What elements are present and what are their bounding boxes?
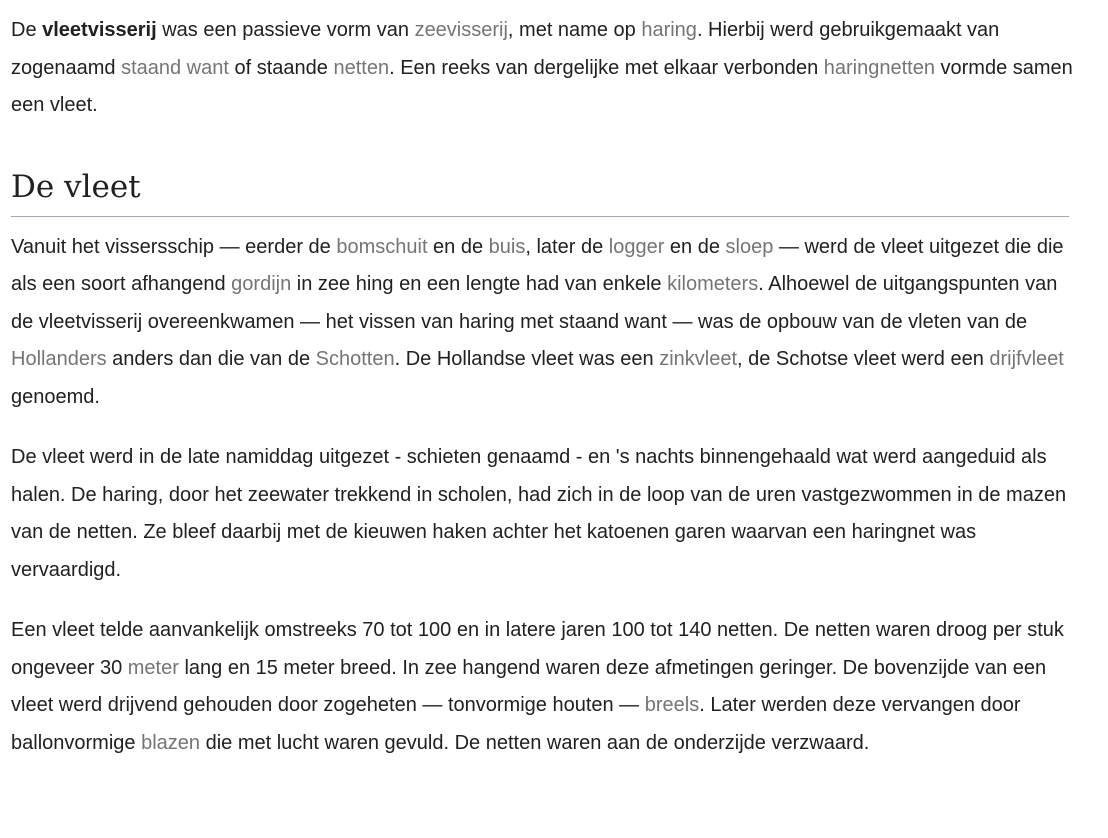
text-run: en de — [427, 235, 489, 258]
text-run: anders dan die van de — [106, 348, 316, 370]
link-staand-want[interactable]: staand want — [121, 56, 229, 79]
link-sloep[interactable]: sloep — [725, 235, 774, 258]
link-zeevisserij[interactable]: zeevisserij — [414, 19, 508, 41]
section-paragraph-1 — [11, 229, 1081, 417]
text-run: . Later werden deze vervangen door ballonvormige — [11, 694, 1021, 754]
section-paragraph-3 — [11, 612, 1081, 762]
text-run: en de — [664, 235, 726, 258]
text-run: vormde samen een vleet. — [11, 56, 1073, 116]
link-haring[interactable]: haring — [641, 19, 697, 41]
article-title-bold: vleetvisserij — [42, 19, 157, 41]
text-run: , met name op — [507, 19, 642, 41]
link-zinkvleet[interactable]: zinkvleet — [659, 348, 738, 370]
link-haringnetten[interactable]: haringnetten — [823, 56, 935, 79]
text-run: die met lucht waren gevuld. De netten waren aan de onderzijde verzwaard. — [200, 731, 870, 754]
link-drijfvleet[interactable]: drijfvleet — [989, 348, 1064, 370]
text-run: , de Schotse vleet werd een — [737, 348, 990, 370]
link-blazen[interactable]: blazen — [141, 731, 201, 754]
link-schotten[interactable]: Schotten — [315, 348, 395, 370]
text-run: Een vleet telde aanvankelijk omstreeks 70 tot 100 en in latere jaren 100 tot 140 netten. De netten waren droog per stuk ongeveer 30 — [11, 619, 1064, 679]
text-run: Vanuit het vissersschip — eerder de — [11, 235, 337, 258]
link-logger[interactable]: logger — [608, 235, 665, 258]
intro-paragraph — [11, 12, 1081, 125]
link-netten[interactable]: netten — [333, 56, 390, 79]
article-content — [11, 12, 1081, 762]
text-run: — werd de vleet uitgezet die die als een soort afhangend — [11, 235, 1064, 295]
link-kilometers[interactable]: kilometers — [667, 273, 759, 295]
section-heading: De vleet — [11, 164, 1069, 217]
section-paragraph-2: De vleet werd in de late namiddag uitgezet - schieten genaamd - en 's nachts binnengehaald wat werd aangeduid als halen. De haring, door het zeewater trekkend in scholen, had zich in de loop van de uren vastgezwommen in de mazen van de netten. Ze bleef daarbij met de kieuwen haken achter het katoenen garen waarvan een haringnet was vervaardigd. — [11, 446, 1067, 581]
text-run: of staande — [228, 56, 334, 79]
text-run: . Een reeks van dergelijke met elkaar verbonden — [389, 56, 824, 79]
text-run: . Hierbij werd gebruikgemaakt van zogenaamd — [11, 19, 1000, 79]
link-gordijn[interactable]: gordijn — [231, 273, 292, 295]
text-run: genoemd. — [11, 385, 100, 408]
text-run: . Alhoewel de uitgangspunten van de vleetvisserij overeenkwamen — het vissen van haring met staand want — was de opbouw van de vleten van de — [11, 273, 1058, 333]
link-breels[interactable]: breels — [644, 694, 700, 716]
link-meter[interactable]: meter — [127, 656, 179, 679]
link-buis[interactable]: buis — [488, 235, 526, 258]
text-run: was een passieve vorm van — [156, 19, 415, 41]
text-run: . De Hollandse vleet was een — [394, 348, 660, 370]
link-hollanders[interactable]: Hollanders — [11, 348, 107, 370]
text-run: , later de — [525, 235, 609, 258]
text-run: lang en 15 meter breed. In zee hangend waren deze afmetingen geringer. De bovenzijde van een vleet werd drijvend gehouden door zogeheten — tonvormige houten — — [11, 656, 1047, 716]
text-run: in zee hing en een lengte had van enkele — [291, 273, 668, 295]
text-run: De — [11, 19, 43, 41]
link-bomschuit[interactable]: bomschuit — [336, 235, 428, 258]
